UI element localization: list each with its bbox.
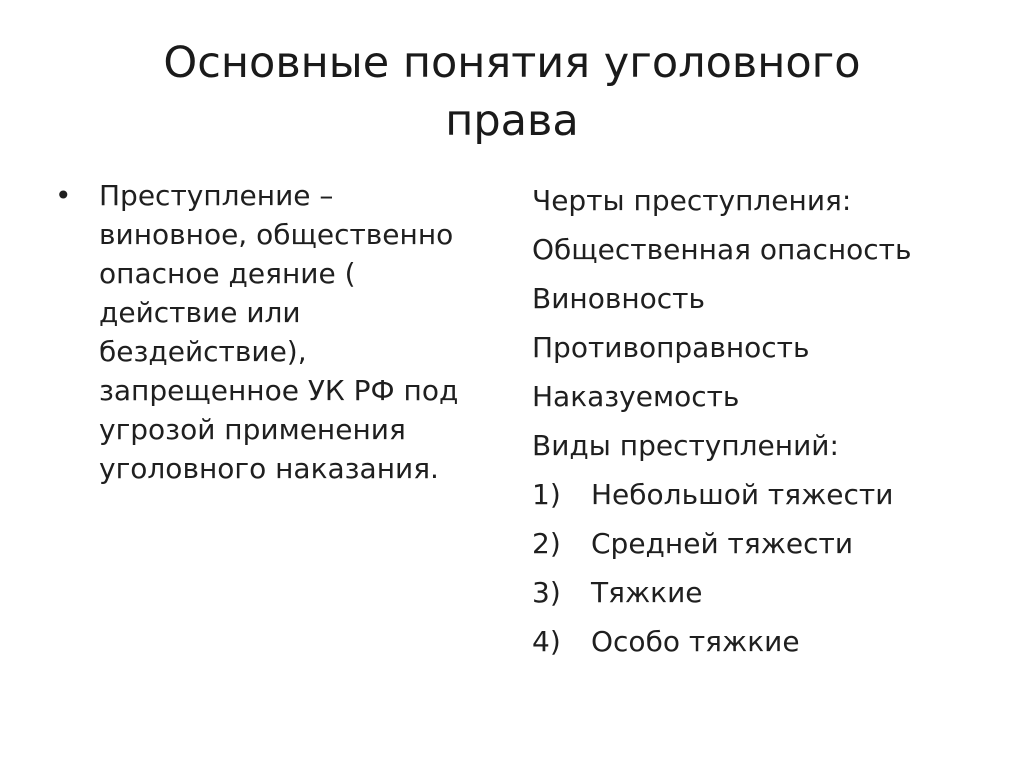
crime-type-item [532,470,1002,519]
list-number: 1) [532,478,561,511]
trait-item: Наказуемость [532,380,740,413]
crime-type-label: Небольшой тяжести [591,478,894,511]
right-column [532,176,1002,666]
list-number: 2) [532,527,561,560]
traits-heading: Черты преступления: [532,184,852,217]
list-number: 3) [532,576,561,609]
slide-title [60,34,964,150]
crime-type-item [532,568,1002,617]
crime-type-label: Тяжкие [591,576,703,609]
crime-type-label: Средней тяжести [591,527,854,560]
crime-type-item [532,519,1002,568]
types-heading: Виды преступлений: [532,429,839,462]
left-column [55,176,495,488]
crime-type-item [532,617,1002,666]
crime-definition-text: Преступление – виновное, общественно опасное деяние ( действие или бездействие), запрещенное УК РФ под угрозой применения уголовного наказания. [99,179,459,485]
bullet-icon: • [55,179,72,212]
trait-item: Виновность [532,282,705,315]
trait-item: Общественная опасность [532,233,912,266]
definition-bullet [55,176,495,488]
crime-type-label: Особо тяжкие [591,625,800,658]
trait-item: Противоправность [532,331,810,364]
slide-title-text: Основные понятия уголовного права [163,38,861,146]
list-number: 4) [532,625,561,658]
